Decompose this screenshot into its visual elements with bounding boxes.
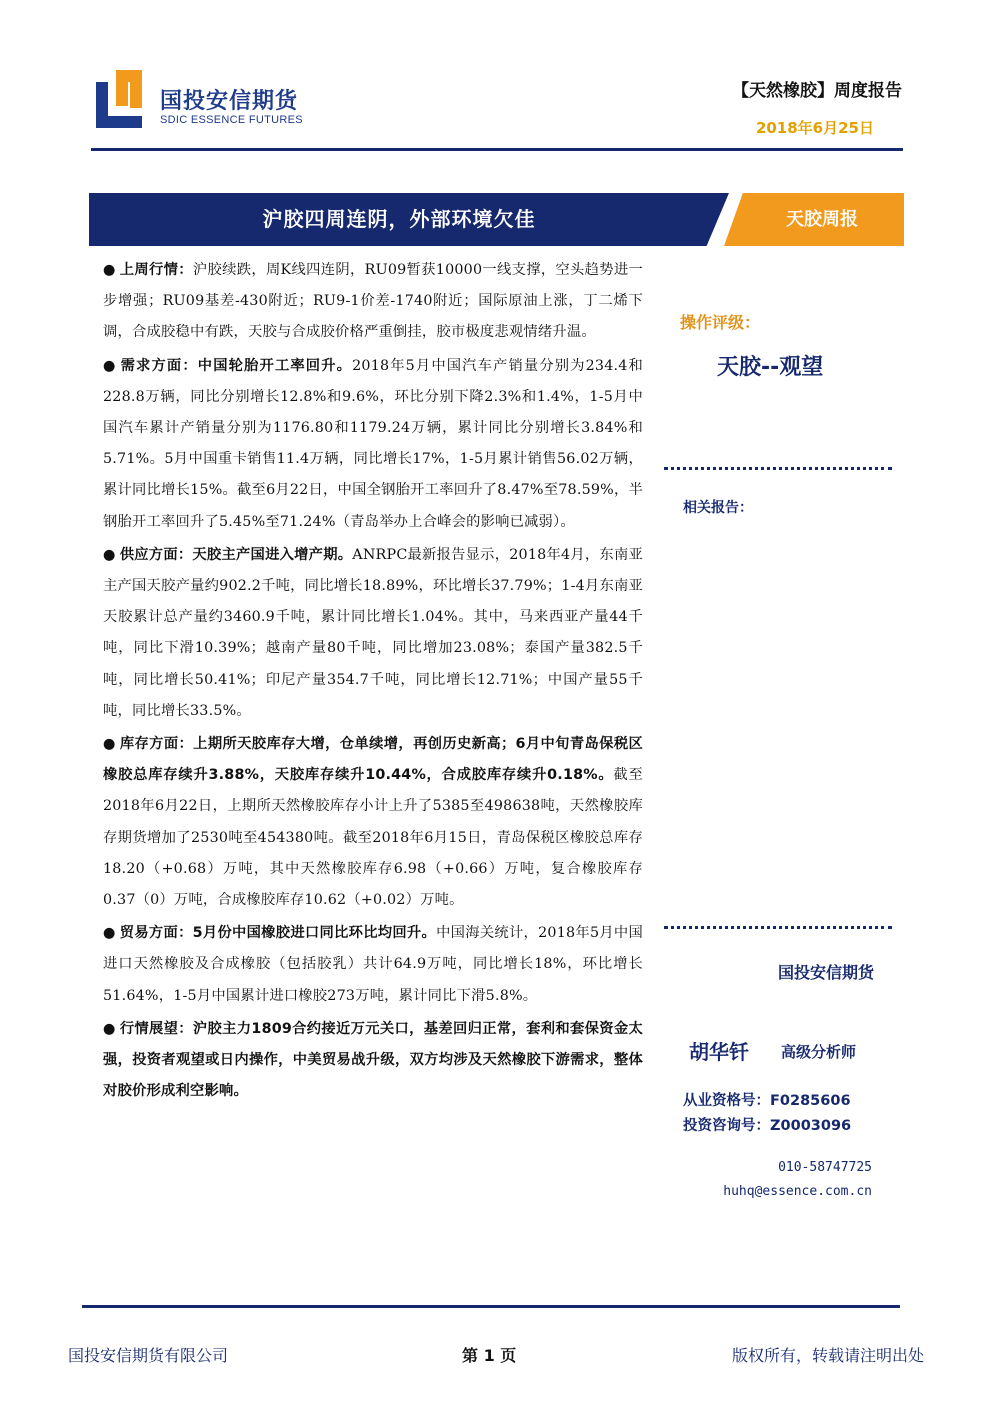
section-trade — [103, 918, 643, 1012]
section-text: 中国海关统计，2018年5月中国进口天然橡胶及合成橡胶（包括胶乳）共计64.9万吨，同比增长18%，环比增长51.64%，1-5月中国累计进口橡胶273万吨，累计同比下滑5.8%。 — [103, 925, 643, 1004]
page-number: 第 1 页 — [462, 1346, 517, 1365]
bullet-icon: ● — [103, 357, 117, 374]
header-divider — [91, 148, 903, 151]
page-title: 沪胶四周连阴，外部环境欠佳 — [262, 207, 536, 231]
bullet-icon: ● — [103, 1020, 116, 1037]
report-body — [103, 255, 643, 1109]
section-outlook — [103, 1014, 643, 1108]
logo-text-en: SDIC ESSENCE FUTURES — [160, 114, 303, 126]
logo-mark-icon — [96, 70, 142, 128]
company-name: 国投安信期货 — [777, 963, 874, 982]
section-text: 截至2018年6月22日，上期所天然橡胶库存小计上升了5385至498638吨，天然橡胶库存期货增加了2530吨至454380吨。截至2018年6月15日，青岛保税区橡胶总库存18.20（+0.68）万吨，其中天然橡胶库存6.98（+0.66）万吨，复合橡胶库存0.37（0）万吨，合成橡胶库存10.62（+0.02）万吨。 — [103, 767, 643, 909]
sidebar-divider — [664, 926, 892, 929]
footer-divider — [82, 1305, 900, 1308]
analyst-title: 高级分析师 — [781, 1043, 857, 1061]
section-heading: 库存方面：上期所天胶库存大增，仓单续增，再创历史新高；6月中旬青岛保税区橡胶总库存续升3.88%，天胶库存续升10.44%，合成胶库存续升0.18%。 — [103, 736, 643, 784]
section-supply — [103, 540, 643, 727]
section-heading: 行情展望：沪胶主力1809合约接近万元关口，基差回归正常，套利和套保资金太强，投资者观望或日内操作，中美贸易战升级，双方均涉及天然橡胶下游需求，整体对胶价形成利空影响。 — [103, 1020, 643, 1100]
section-heading: 供应方面：天胶主产国进入增产期。 — [119, 546, 353, 563]
consulting-number: 投资咨询号：Z0003096 — [683, 1118, 852, 1134]
section-text: 2018年5月中国汽车产销量分别为234.4和228.8万辆，同比分别增长12.8%和9.6%，环比分别下降2.3%和1.4%，1-5月中国汽车累计产销量分别为1176.80和1179.24万辆，累计同比分别增长3.84%和5.71%。5月中国重卡销售11.4万辆，同比增长17%，1-5月累计销售56.02万辆，累计同比增长15%。截至6月22日，中国全钢胎开工率回升了8.47%至78.59%，半钢胎开工率回升了5.45%至71.24%（青岛举办上合峰会的影响已减弱）。 — [103, 357, 644, 530]
contact-email[interactable]: huhq@essence.com.cn — [723, 1184, 872, 1199]
footer-company: 国投安信期货有限公司 — [68, 1346, 229, 1365]
analyst-name: 胡华钎 — [689, 1040, 749, 1064]
section-demand — [103, 351, 643, 538]
section-text: ANRPC最新报告显示，2018年4月，东南亚主产国天胶产量约902.2千吨，同比增长18.89%，环比增长37.79%；1-4月东南亚天胶累计总产量约3460.9千吨，累计同比增长1.04%。其中，马来西亚产量44千吨，同比下滑10.39%；越南产量80千吨，同比增加23.08%；泰国产量382.5千吨，同比增长50.41%；印尼产量354.7千吨，同比增长12.71%；中国产量55千吨，同比增长33.5%。 — [103, 546, 643, 719]
rating-value: 天胶--观望 — [717, 355, 824, 380]
section-heading: 需求方面：中国轮胎开工率回升。 — [120, 357, 353, 374]
report-type: 【天然橡胶】周度报告 — [732, 81, 902, 101]
related-reports-label: 相关报告： — [683, 500, 753, 516]
section-heading: 上周行情： — [119, 262, 193, 278]
bullet-icon: ● — [103, 736, 116, 753]
section-heading: 贸易方面：5月份中国橡胶进口同比环比均回升。 — [119, 925, 437, 942]
section-text: 沪胶续跌，周K线四连阴，RU09暂获10000一线支撑，空头趋势进一步增强；RU09基差-430附近；RU9-1价差-1740附近；国际原油上涨，丁二烯下调，合成胶稳中有跌，天胶与合成胶价格严重倒挂，胶市极度悲观情绪升温。 — [103, 262, 643, 341]
bullet-icon: ● — [103, 262, 116, 278]
rating-label: 操作评级： — [680, 313, 761, 332]
logo-text-cn: 国投安信期货 — [160, 89, 299, 114]
sidebar-divider — [664, 467, 892, 470]
bullet-icon: ● — [103, 546, 116, 563]
section-inventory — [103, 729, 643, 916]
bullet-icon: ● — [103, 925, 116, 942]
report-tag-label: 天胶周报 — [786, 209, 858, 230]
license-number: 从业资格号：F0285606 — [683, 1093, 851, 1109]
section-market — [103, 255, 643, 349]
report-date: 2018年6月25日 — [755, 119, 874, 137]
footer-copyright: 版权所有，转载请注明出处 — [731, 1346, 924, 1365]
contact-phone: 010-58747725 — [778, 1160, 872, 1175]
